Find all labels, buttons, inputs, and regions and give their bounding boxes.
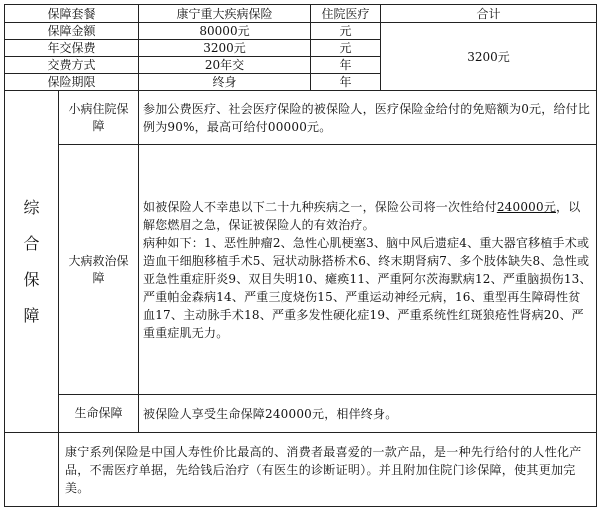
payout-amount: 240000元	[496, 199, 557, 214]
product-note: 康宁系列保险是中国人寿性价比最高的、消费者最喜爱的一款产品，是一种先行给付的人性化产品，不需医疗单据，先给钱后治疗（有医生的诊断证明）。并且附加住院门诊保障，使其更加完美。	[59, 433, 597, 507]
life-coverage-text: 被保险人享受生命保障240000元，相伴终身。	[139, 395, 597, 433]
category-label: 综 合 保 障	[5, 91, 59, 433]
coverage-table	[4, 90, 597, 507]
row-label: 保险期限	[5, 74, 139, 91]
minor-illness-text: 参加公费医疗、社会医疗保险的被保险人，医疗保险金给付的免赔额为0元，给付比例为90%，最高可给付00000元。	[139, 91, 597, 145]
row-unit: 年	[311, 74, 381, 91]
life-coverage-title: 生命保障	[59, 395, 139, 433]
major-illness-row	[5, 145, 597, 395]
header-total: 合计	[381, 5, 597, 23]
row-unit: 年	[311, 57, 381, 74]
row-value: 3200元	[139, 40, 311, 57]
header-row	[5, 5, 597, 23]
life-coverage-row	[5, 395, 597, 433]
total-value: 3200元	[381, 23, 597, 91]
minor-illness-title: 小病住院保障	[59, 91, 139, 145]
header-product: 康宁重大疾病保险	[139, 5, 311, 23]
row-label: 保障金额	[5, 23, 139, 40]
major-illness-text: 如被保险人不幸患以下二十九种疾病之一，保险公司将一次性给付240000元，以解您燃眉之急，保证被保险人的有效治疗。 病种如下：1、恶性肿瘤2、急性心肌梗塞3、脑中风后遗症4、重大器官移植手术或造血干细胞移植手术5、冠状动脉搭桥术6、终末期肾病7、多个肢体缺失8、急性或亚急性重症肝炎9、双目失明10、瘫痪11、严重阿尔茨海默病12、严重脑损伤13、严重帕金森病14、严重三度烧伤15、严重运动神经元病，16、重型再生障碍性贫血17、主动脉手术18、严重多发性硬化症19、严重系统性红斑狼疮性肾病20、严重重症肌无力。	[139, 145, 597, 395]
major-illness-title: 大病救治保障	[59, 145, 139, 395]
note-row	[5, 433, 597, 507]
row-unit: 元	[311, 23, 381, 40]
row-label: 年交保费	[5, 40, 139, 57]
insurance-plan-table	[4, 4, 596, 512]
row-value: 终身	[139, 74, 311, 91]
row-value: 80000元	[139, 23, 311, 40]
table-row	[5, 23, 597, 40]
row-value: 20年交	[139, 57, 311, 74]
row-unit: 元	[311, 40, 381, 57]
row-label: 交费方式	[5, 57, 139, 74]
minor-illness-row	[5, 91, 597, 145]
header-hospital: 住院医疗	[311, 5, 381, 23]
header-plan: 保障套餐	[5, 5, 139, 23]
summary-table	[4, 4, 597, 91]
disease-list: 病种如下：1、恶性肿瘤2、急性心肌梗塞3、脑中风后遗症4、重大器官移植手术或造血干细胞移植手术5、冠状动脉搭桥术6、终末期肾病7、多个肢体缺失8、急性或亚急性重症肝炎9、双目失明10、瘫痪11、严重阿尔茨海默病12、严重脑损伤13、严重帕金森病14、严重三度烧伤15、严重运动神经元病，16、重型再生障碍性贫血17、主动脉手术18、严重多发性硬化症19、严重系统性红斑狼疮性肾病20、严重重症肌无力。	[143, 235, 592, 340]
